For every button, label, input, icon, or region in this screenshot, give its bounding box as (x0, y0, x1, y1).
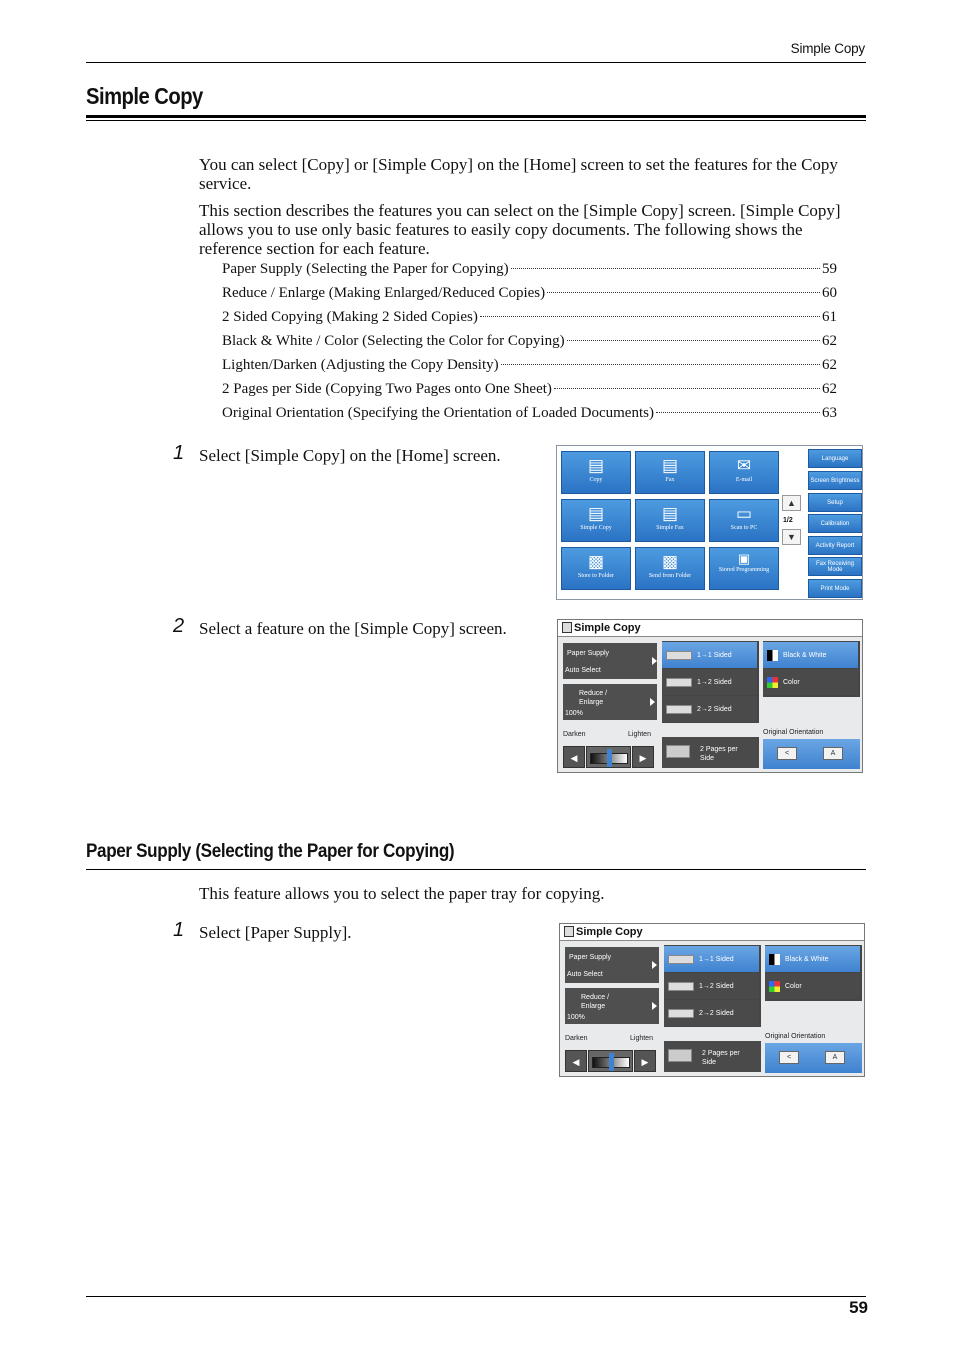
title-rule (86, 115, 866, 118)
intro-paragraph-1: You can select [Copy] or [Simple Copy] on the [Home] screen to set the features for the Copy service. (199, 155, 838, 193)
tile-stored-programming[interactable]: ▣ Stored Programming (709, 547, 779, 590)
reference-item[interactable]: Original Orientation (Specifying the Orientation of Loaded Documents) 63 (222, 405, 837, 421)
option-black-white[interactable]: Black & White (765, 946, 860, 972)
reference-item[interactable]: Paper Supply (Selecting the Paper for Copying) 59 (222, 261, 837, 277)
original-orientation-label: Original Orientation (765, 1033, 826, 1040)
option-color[interactable]: Color (763, 669, 858, 695)
section-title: Simple Copy (86, 83, 203, 109)
print-mode-button[interactable]: Print Mode (808, 579, 862, 598)
down-arrow-icon: ▼ (787, 532, 796, 542)
left-arrow-icon: ◀ (570, 753, 578, 763)
simple-fax-icon: ▤ (661, 504, 679, 523)
page-up-button[interactable] (782, 495, 801, 511)
step-text: Select [Paper Supply]. (199, 923, 352, 942)
disk-icon: ▣ (737, 551, 751, 566)
calibration-button[interactable]: Calibration (808, 514, 862, 533)
email-icon: ✉ (736, 456, 752, 475)
paper-supply-button[interactable]: Paper Supply Auto Select (563, 643, 657, 679)
screen-brightness-button[interactable]: Screen Brightness (808, 471, 862, 490)
tile-simple-copy[interactable]: ▤ Simple Copy (561, 499, 631, 542)
running-head: Simple Copy (790, 41, 865, 56)
step-number: 2 (173, 615, 185, 637)
sided-options-group (664, 945, 761, 1027)
copy-icon (562, 622, 572, 633)
orientation-upright-button[interactable]: A (823, 747, 843, 760)
tile-email[interactable]: ✉ E-mail (709, 451, 779, 494)
setup-button[interactable]: Setup (808, 493, 862, 512)
two-up-icon (666, 745, 690, 758)
step-number: 1 (173, 442, 185, 464)
tile-copy[interactable]: ▤ Copy (561, 451, 631, 494)
option-2-to-2-sided[interactable]: 2→2 Sided (664, 1000, 759, 1026)
original-orientation-label: Original Orientation (763, 729, 824, 736)
screen-title-bar: Simple Copy (560, 924, 864, 941)
tile-store-to-folder[interactable]: ▩ Store to Folder (561, 547, 631, 590)
option-2-to-2-sided[interactable]: 2→2 Sided (662, 696, 757, 722)
subsection-rule (86, 869, 866, 870)
footer-rule (86, 1296, 866, 1297)
tile-simple-fax[interactable]: ▤ Simple Fax (635, 499, 705, 542)
reference-list (222, 261, 837, 429)
option-color[interactable]: Color (765, 973, 860, 999)
option-black-white[interactable]: Black & White (763, 642, 858, 668)
reduce-enlarge-button[interactable]: Reduce / Enlarge 100% (565, 988, 659, 1024)
copy-icon: ▤ (587, 456, 605, 475)
tile-fax[interactable]: ▤ Fax (635, 451, 705, 494)
option-1-to-2-sided[interactable]: 1→2 Sided (662, 669, 757, 695)
color-options-group (765, 945, 862, 1001)
original-orientation-group (763, 739, 860, 769)
orientation-sideways-button[interactable]: < (777, 747, 797, 760)
two-pages-per-side-button[interactable]: 2 Pages per Side (662, 737, 759, 768)
folder-send-icon: ▩ (661, 552, 679, 571)
step-text: Select [Simple Copy] on the [Home] screen. (199, 446, 501, 465)
header-rule (86, 62, 866, 63)
two-up-icon (668, 1049, 692, 1062)
option-1-to-1-sided[interactable]: 1→1 Sided (664, 946, 759, 972)
option-1-to-2-sided[interactable]: 1→2 Sided (664, 973, 759, 999)
intro-paragraph-2: This section describes the features you can select on the [Simple Copy] screen. [Simple Copy] allows you to use only basic features to easily copy documents. The following shows the reference section for each feature. (199, 201, 841, 258)
subsection-description: This feature allows you to select the paper tray for copying. (199, 884, 605, 903)
step-number: 1 (173, 919, 185, 941)
page-indicator: 1/2 (783, 517, 793, 524)
chevron-right-icon (652, 657, 657, 665)
simple-copy-icon: ▤ (587, 504, 605, 523)
reference-item[interactable]: 2 Sided Copying (Making 2 Sided Copies) 61 (222, 309, 837, 325)
subsection-title: Paper Supply (Selecting the Paper for Copying) (86, 841, 455, 862)
chevron-right-icon (650, 698, 655, 706)
darken-button[interactable] (563, 746, 585, 768)
step-text: Select a feature on the [Simple Copy] screen. (199, 619, 507, 638)
folder-icon: ▩ (587, 552, 605, 571)
sided-options-group (662, 641, 759, 723)
orientation-sideways-button[interactable]: < (779, 1051, 799, 1064)
copy-icon (564, 926, 574, 937)
tile-send-from-folder[interactable]: ▩ Send from Folder (635, 547, 705, 590)
activity-report-button[interactable]: Activity Report (808, 536, 862, 555)
page-number: 59 (849, 1298, 868, 1317)
lighten-button[interactable] (632, 746, 654, 768)
color-options-group (763, 641, 860, 697)
darken-label: Darken (565, 1035, 588, 1042)
monitor-icon: ▭ (735, 504, 753, 523)
reduce-enlarge-button[interactable]: Reduce / Enlarge 100% (563, 684, 657, 720)
tile-scan-to-pc[interactable]: ▭ Scan to PC (709, 499, 779, 542)
screen-title-bar: Simple Copy (558, 620, 862, 637)
option-1-to-1-sided[interactable]: 1→1 Sided (662, 642, 757, 668)
chevron-right-icon (652, 961, 657, 969)
reference-item[interactable]: Lighten/Darken (Adjusting the Copy Density) 62 (222, 357, 837, 373)
up-arrow-icon: ▲ (787, 498, 796, 508)
chevron-right-icon (652, 1002, 657, 1010)
reference-item[interactable]: 2 Pages per Side (Copying Two Pages onto One Sheet) 62 (222, 381, 837, 397)
lighten-button[interactable] (634, 1050, 656, 1072)
language-button[interactable]: Language (808, 449, 862, 468)
right-arrow-icon: ▶ (641, 1057, 649, 1067)
reference-item[interactable]: Reduce / Enlarge (Making Enlarged/Reduced Copies) 60 (222, 285, 837, 301)
original-orientation-group (765, 1043, 862, 1073)
left-arrow-icon: ◀ (572, 1057, 580, 1067)
fax-icon: ▤ (661, 456, 679, 475)
reference-item[interactable]: Black & White / Color (Selecting the Color for Copying) 62 (222, 333, 837, 349)
title-rule-thin (86, 120, 866, 121)
simple-copy-screen (557, 619, 863, 773)
right-arrow-icon: ▶ (639, 753, 647, 763)
orientation-upright-button[interactable]: A (825, 1051, 845, 1064)
paper-supply-button[interactable]: Paper Supply Auto Select (565, 947, 659, 983)
page-down-button[interactable] (782, 529, 801, 545)
simple-copy-screen (559, 923, 865, 1077)
darken-label: Darken (563, 731, 586, 738)
density-slider[interactable] (588, 1050, 633, 1072)
density-slider[interactable] (586, 746, 631, 768)
two-pages-per-side-button[interactable]: 2 Pages per Side (664, 1041, 761, 1072)
darken-button[interactable] (565, 1050, 587, 1072)
lighten-label: Lighten (630, 1035, 653, 1042)
lighten-label: Lighten (628, 731, 651, 738)
fax-receiving-mode-button[interactable]: Fax Receiving Mode (808, 557, 862, 576)
